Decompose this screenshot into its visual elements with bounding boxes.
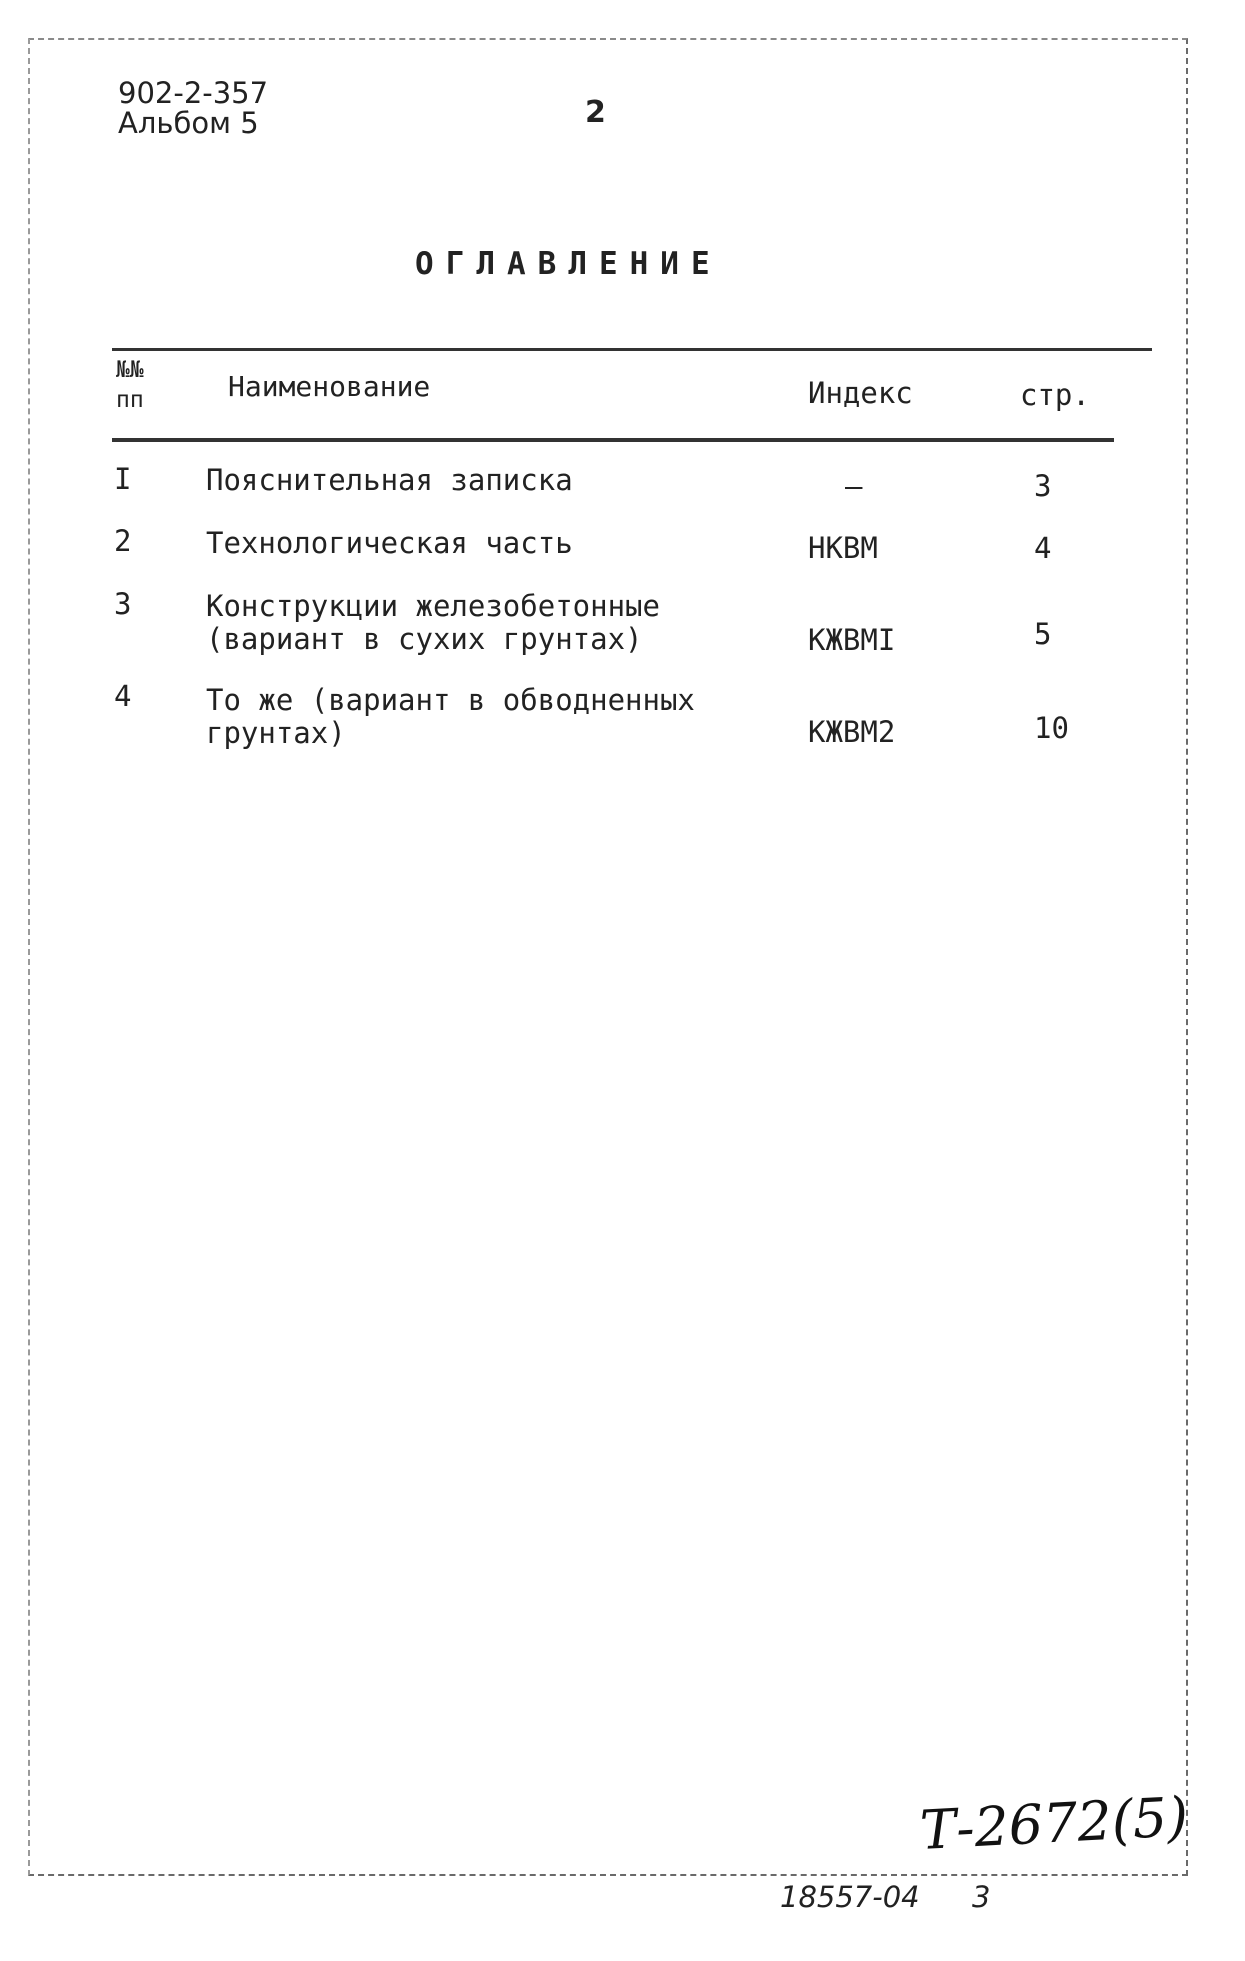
row-name: Конструкции железобетонные (вариант в сухих грунтах): [206, 589, 660, 656]
page-number: 2: [585, 95, 606, 130]
row-index: НКВМ: [808, 531, 878, 565]
handwritten-stamp: Т-2672(5): [918, 1785, 1190, 1862]
row-number: 4: [114, 679, 132, 713]
row-page: 3: [1034, 469, 1052, 503]
column-header-name: Наименование: [228, 370, 431, 403]
row-index: –: [845, 469, 863, 503]
row-name: То же (вариант в обводненных грунтах): [206, 683, 695, 750]
archive-page-number: 3: [972, 1880, 991, 1914]
row-page: 10: [1034, 711, 1069, 745]
column-header-number: №№ пп: [116, 357, 144, 413]
row-name: Пояснительная записка: [206, 463, 573, 497]
column-header-page: стр.: [1020, 378, 1090, 412]
document-code: 902-2-357: [118, 76, 269, 110]
album-label: Альбом 5: [118, 106, 259, 140]
row-page: 4: [1034, 531, 1052, 565]
page-title: ОГЛАВЛЕНИЕ: [415, 246, 722, 282]
row-index: КЖВМ2: [808, 715, 896, 749]
row-page: 5: [1034, 617, 1052, 651]
page-frame: [28, 38, 1188, 1876]
column-header-index: Индекс: [808, 376, 913, 410]
row-number: 2: [114, 524, 132, 558]
row-index: КЖВМI: [808, 623, 896, 657]
archive-number: 18557-04: [780, 1880, 920, 1914]
table-header-rule: [112, 438, 1114, 442]
row-number: 3: [114, 587, 132, 621]
row-number: I: [114, 462, 132, 496]
table-top-rule: [112, 348, 1152, 351]
row-name: Технологическая часть: [206, 526, 573, 560]
